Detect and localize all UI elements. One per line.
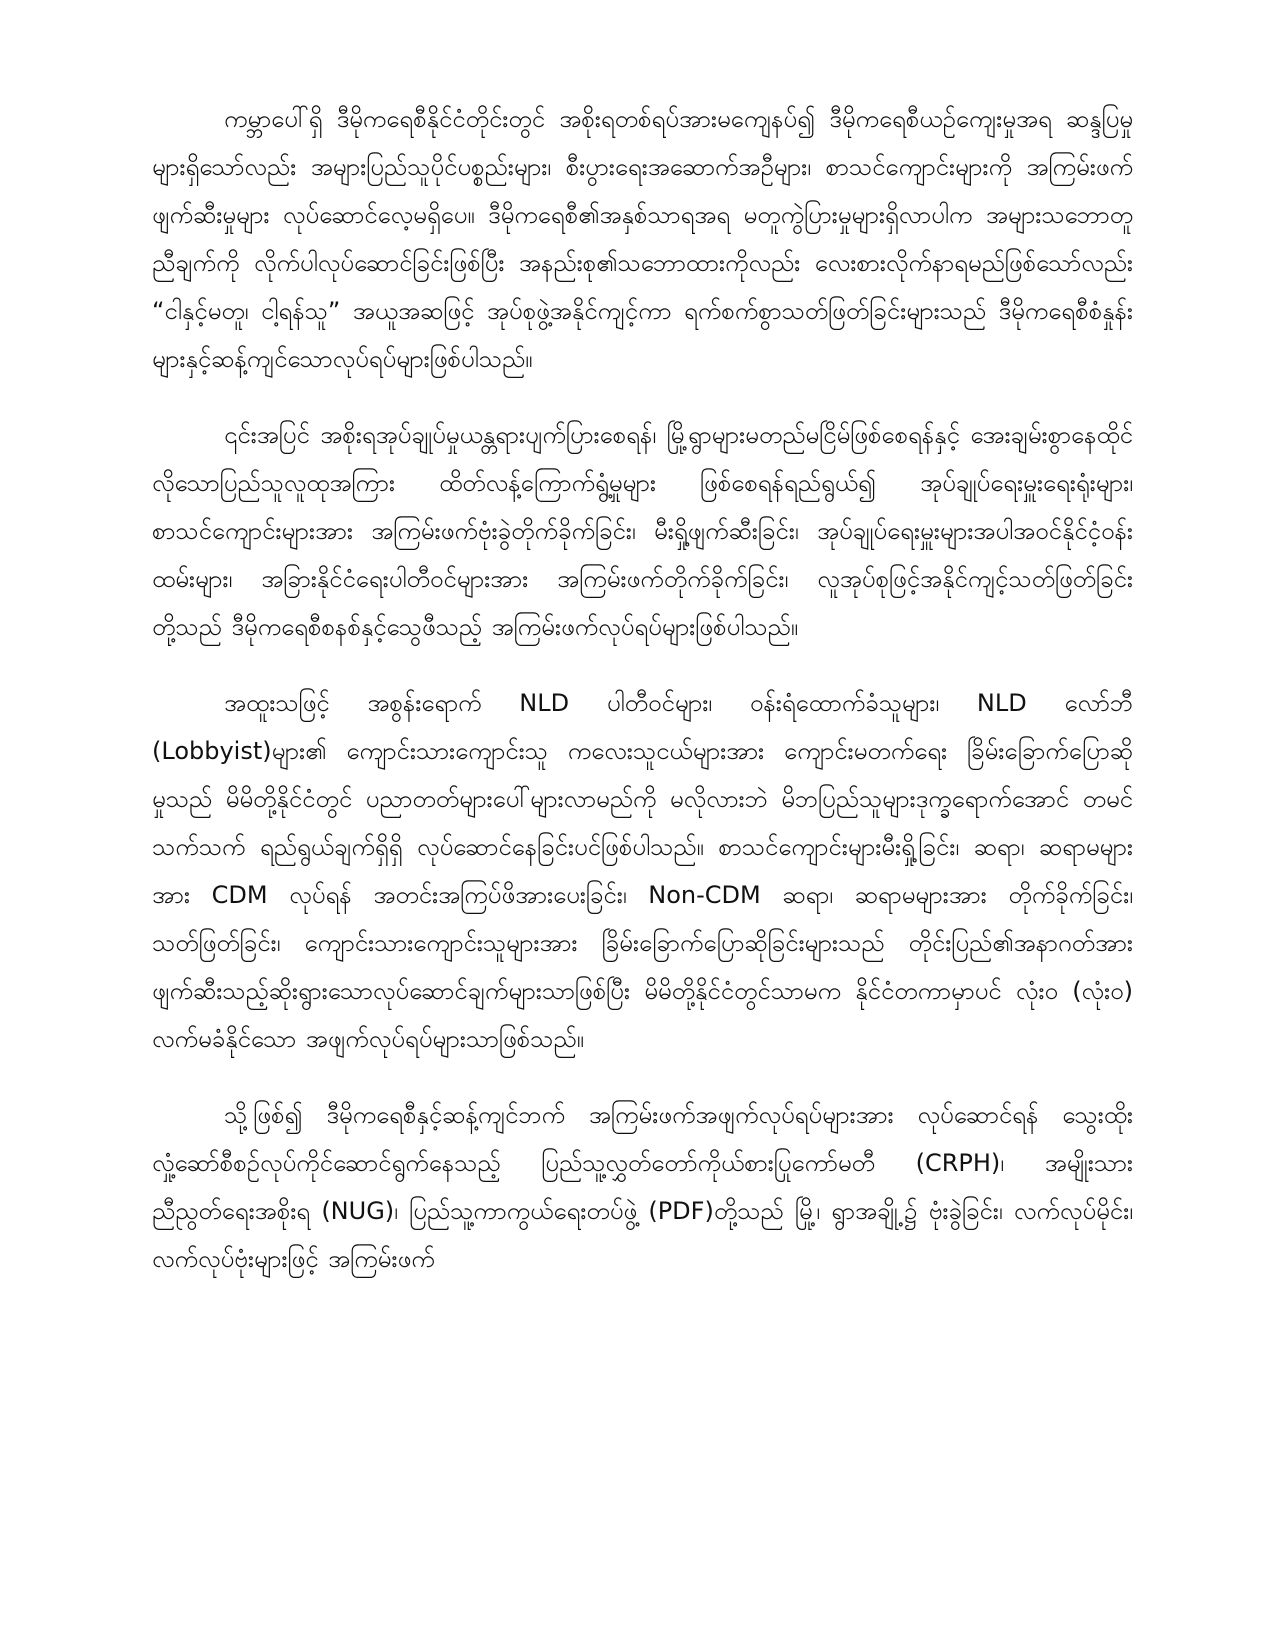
paragraph-democracy-norms: ကမ္ဘာပေါ်ရှိ ဒီမိုကရေစီနိုင်ငံတိုင်းတွင် အစိုးရတစ်ရပ်အားမကျေနပ်၍ ဒီမိုကရေစီယဉ်ကျေးမှုအရ ဆန္ဒပြမှုများရှိသော်လည်း အများပြည်သူပိုင်ပစ္စည်းများ၊ စီးပွားရေးအဆောက်အဦများ၊ စာသင်ကျောင်းများကို အကြမ်းဖက်ဖျက်ဆီးမှုများ လုပ်ဆောင်လေ့မရှိပေ။ ဒီမိုကရေစီ၏အနှစ်သာရအရ မတူကွဲပြားမှုများရှိလာပါက အများသဘောတူညီချက်ကို လိုက်ပါလုပ်ဆောင်ခြင်းဖြစ်ပြီး အနည်းစု၏သဘောထားကိုလည်း လေးစားလိုက်နာရမည်ဖြစ်သော်လည်း “ငါနှင့်မတူ၊ ငါ့ရန်သူ” အယူအဆဖြင့် အုပ်စုဖွဲ့အနိုင်ကျင့်ကာ ရက်စက်စွာသတ်ဖြတ်ခြင်းများသည် ဒီမိုကရေစီစံနှုန်းများနှင့်ဆန့်ကျင်သောလုပ်ရပ်များဖြစ်ပါသည်။ (152, 105, 1133, 373)
paragraph-education-threats: အထူးသဖြင့် အစွန်းရောက် NLD ပါတီဝင်များ၊ ဝန်းရံထောက်ခံသူများ၊ NLD လော်ဘီ (Lobbyist)များ၏ ကျောင်းသားကျောင်းသူ ကလေးသူငယ်များအား ကျောင်းမတက်ရေး ခြိမ်းခြောက်ပြောဆိုမှုသည် မိမိတို့နိုင်ငံတွင် ပညာတတ်များပေါ်များလာမည်ကို မလိုလားဘဲ မိဘပြည်သူများဒုက္ခရောက်အောင် တမင်သက်သက် ရည်ရွယ်ချက်ရှိရှိ လုပ်ဆောင်နေခြင်းပင်ဖြစ်ပါသည်။ စာသင်ကျောင်းများမီးရှို့ခြင်း၊ ဆရာ၊ ဆရာမများအား CDM လုပ်ရန် အတင်းအကြပ်ဖိအားပေးခြင်း၊ Non-CDM ဆရာ၊ ဆရာမများအား တိုက်ခိုက်ခြင်း၊ သတ်ဖြတ်ခြင်း၊ ကျောင်းသားကျောင်းသူများအား ခြိမ်းခြောက်ပြောဆိုခြင်းများသည် တိုင်းပြည်၏အနာဂတ်အားဖျက်ဆီးသည့်ဆိုးရွားသောလုပ်ဆောင်ချက်များသာဖြစ်ပြီး မိမိတို့နိုင်ငံတွင်သာမက နိုင်ငံတကာမှာပင် လုံးဝ (လုံးဝ) လက်မခံနိုင်သော အဖျက်လုပ်ရပ်များသာဖြစ်သည်။ (152, 689, 1133, 1053)
paragraph-administrative-attacks: ၎င်းအပြင် အစိုးရအုပ်ချုပ်မှုယန္တရားပျက်ပြားစေရန်၊ မြို့ရွာများမတည်မငြိမ်ဖြစ်စေရန်နှင့် အေးချမ်းစွာနေထိုင်လိုသောပြည်သူလူထုအကြား ထိတ်လန့်ကြောက်ရွံ့မှုများ ဖြစ်စေရန်ရည်ရွယ်၍ အုပ်ချုပ်ရေးမှူးရေးရုံးများ၊ စာသင်ကျောင်းများအား အကြမ်းဖက်ဗုံးခွဲတိုက်ခိုက်ခြင်း၊ မီးရှို့ဖျက်ဆီးခြင်း၊ အုပ်ချုပ်ရေးမှူးများအပါအဝင်နိုင်ငံ့ဝန်းထမ်းများ၊ အခြားနိုင်ငံရေးပါတီဝင်များအား အကြမ်းဖက်တိုက်ခိုက်ခြင်း၊ လူအုပ်စုဖြင့်အနိုင်ကျင့်သတ်ဖြတ်ခြင်း တို့သည် ဒီမိုကရေစီစနစ်နှင့်သွေဖီသည့် အကြမ်းဖက်လုပ်ရပ်များဖြစ်ပါသည်။ (152, 421, 1133, 641)
paragraph-organizations-violence: သို့ဖြစ်၍ ဒီမိုကရေစီနှင့်ဆန့်ကျင်ဘက် အကြမ်းဖက်အဖျက်လုပ်ရပ်များအား လုပ်ဆောင်ရန် သွေးထိုးလှုံ့ဆော်စီစဉ်လုပ်ကိုင်ဆောင်ရွက်နေသည့် ပြည်သူ့လွှတ်တော်ကိုယ်စားပြုကော်မတီ (CRPH)၊ အမျိုးသားညီညွတ်ရေးအစိုးရ (NUG)၊ ပြည်သူ့ကာကွယ်ရေးတပ်ဖွဲ့ (PDF)တို့သည် မြို့၊ ရွာအချို့၌ ဗုံးခွဲခြင်း၊ လက်လုပ်မိုင်း၊ လက်လုပ်ဗုံးများဖြင့် အကြမ်းဖက် (152, 1101, 1133, 1273)
